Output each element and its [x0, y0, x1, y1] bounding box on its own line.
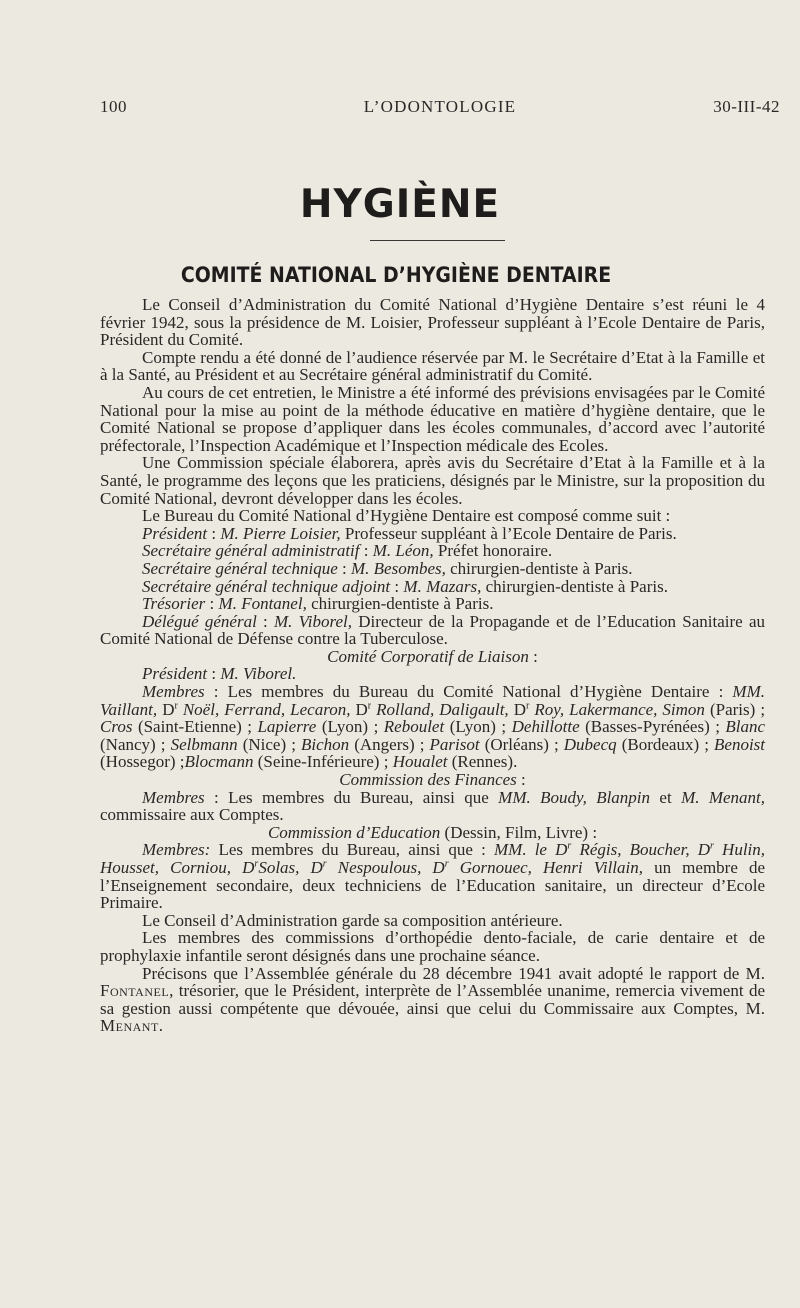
- title-rule: [370, 240, 505, 241]
- finances-members: Membres : Les membres du Bureau, ainsi que MM. Boudy, Blanpin et M. Menant, commissaire aux Comptes.: [100, 787, 766, 825]
- education-members: Membres: Les membres du Bureau, ainsi que : MM. le $D^r$ Régis, Boucher, $D^r$ Hulin, Housset, Corniou, $D^rSolas$, $D^r$ Nespoulous, $D^r$ Gornouec, Henri Villain, un membre de l’Enseignement secondaire, deux techniciens de l’Education sanitaire, un directeur d’Ecole Primaire.: [100, 840, 766, 913]
- bureau-sg-admin: Secrétaire général administratif : M. Léon, Préfet honoraire.: [142, 541, 553, 561]
- bureau-tresorier: Trésorier : M. Fontanel, chirurgien-dentiste à Paris.: [142, 594, 494, 614]
- article-body: [100, 296, 765, 1035]
- paragraph: Au cours de cet entretien, le Ministre a été informé des prévisions envisagées par le Comité National pour la mise au point de la méthode éducative en matière d’hygiène dentaire, que le Comité National se propose d’appliquer dans les écoles communales, d’accord avec l’autorité préfectorale, l’Inspection Académique et l’Inspection médicale des Ecoles.: [100, 382, 765, 455]
- section-title: HYGIÈNE: [299, 182, 501, 227]
- committee-title: COMITÉ NATIONAL D’HYGIÈNE DENTAIRE: [180, 263, 612, 287]
- liaison-president: Président : M. Viborel.: [142, 664, 297, 684]
- liaison-heading: Comité Corporatif de Liaison :: [327, 646, 538, 666]
- bureau-delegue: Délégué général : M. Viborel, Directeur de la Propagande et de l’Education Sanitaire au Comité National de Défense contre la Tuberculose.: [100, 611, 765, 649]
- issue-date: 30-III-42: [713, 97, 780, 116]
- paragraph: Les membres des commissions d’orthopédie dento-faciale, de carie dentaire et de prophylaxie infantile seront désignés dans une prochaine séance.: [100, 928, 765, 965]
- education-heading: Commission d’Education (Dessin, Film, Livre) :: [267, 822, 598, 842]
- paragraph-final: Précisons que l’Assemblée générale du 28 décembre 1941 avait adopté le rapport de M. Fontanel, trésorier, que le Président, interprète de l’Assemblée unanime, remercia vivement de sa gestion aussi compétente que dévouée, ainsi que celui du Commissaire aux Comptes, M. Menant.: [100, 963, 765, 1036]
- journal-title: L’ODONTOLOGIE: [363, 97, 517, 116]
- paragraph: Une Commission spéciale élaborera, après avis du Secrétaire d’Etat à la Famille et à la Santé, le programme des leçons que les praticiens, désignés par le Ministre, sur la proposition du Comité National, devront développer dans les écoles.: [100, 453, 765, 508]
- page-number: 100: [100, 97, 127, 116]
- finances-heading: Commission des Finances :: [339, 770, 526, 790]
- paragraph: Le Bureau du Comité National d’Hygiène Dentaire est composé comme suit :: [142, 506, 671, 526]
- paragraph: Compte rendu a été donné de l’audience réservée par M. le Secrétaire d’Etat à la Famille et à la Santé, au Président et au Secrétaire général administratif du Comité.: [100, 347, 765, 385]
- bureau-sg-tech-adj: Secrétaire général technique adjoint : M. Mazars, chirurgien-dentiste à Paris.: [142, 576, 668, 596]
- liaison-members: Membres : Les membres du Bureau du Comité National d’Hygiène Dentaire : MM. Vaillant, $D^r$ Noël, Ferrand, Lecaron, $D^r$ Rolland, Daligault, $D^r$ Roy, Lakermance, Simon (Paris) ; Cros (Saint-Etienne) ; Lapierre (Lyon) ; Reboulet (Lyon) ; Dehillotte (Basses-Pyrénées) ; Blanc (Nancy) ; Selbmann (Nice) ; Bichon (Angers) ; Parisot (Orléans) ; Dubecq (Bordeaux) ; Benoist (Hossegor) ;Blocmann (Seine-Inférieure) ; Houalet (Rennes).: [100, 682, 766, 772]
- bureau-president: Président : M. Pierre Loisier, Professeur suppléant à l’Ecole Dentaire de Paris.: [142, 523, 677, 543]
- paragraph: Le Conseil d’Administration garde sa composition antérieure.: [142, 910, 563, 930]
- running-header: [100, 97, 780, 121]
- paragraph: Le Conseil d’Administration du Comité National d’Hygiène Dentaire s’est réuni le 4 février 1942, sous la présidence de M. Loisier, Professeur suppléant à l’Ecole Dentaire de Paris, Président du Comité.: [100, 295, 765, 350]
- bureau-sg-tech: Secrétaire général technique : M. Besombes, chirurgien-dentiste à Paris.: [142, 558, 633, 578]
